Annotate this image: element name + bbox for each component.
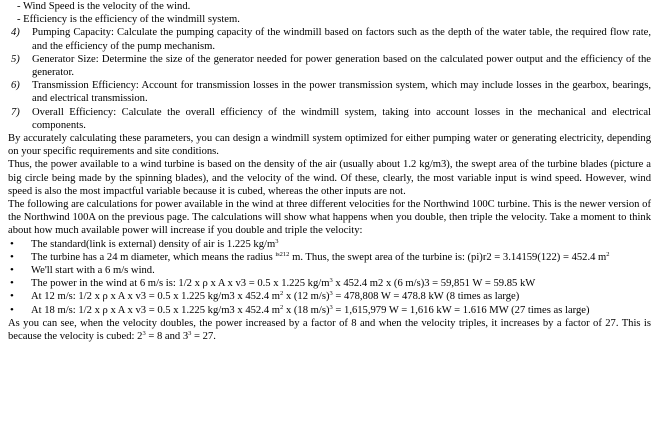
bullet-text: The turbine has a 24 m diameter, which means the radius $^{is212}$ m. Thus, the swept area of the turbine is: (pi)r2 = 3.14159(122) = 452.4 $m^2$ xyxy=(31,250,610,263)
numbered-item-pumping-capacity xyxy=(8,26,651,52)
bullet-icon: • xyxy=(10,264,14,277)
item-number: 4) xyxy=(11,27,20,39)
bullet-air-density xyxy=(8,238,651,251)
bullet-text: The power in the wind at 6 m/s is: 1/2 x ρ x A x v3 = 0.5 x 1.225 $kg/m^3$ x 452.4 m2 x (6 m/s)3 = 59,851 W = 59.85 kW xyxy=(31,277,536,290)
item-text: Transmission Efficiency: Account for transmission losses in the power transmission system, which may include losses in the gearbox, bearings, and electrical transmission. xyxy=(32,80,651,105)
paragraph-design-summary: By accurately calculating these parameters, you can design a windmill system optimized for either pumping water or generating electricity, depending on your specific requirements and site conditions. xyxy=(8,133,651,158)
bullet-turbine-diameter xyxy=(8,251,651,264)
bullet-icon: • xyxy=(10,277,14,290)
bullet-icon: • xyxy=(10,290,14,303)
dash-item-efficiency: - Efficiency is the efficiency of the windmill system. xyxy=(17,14,240,26)
item-number: 5) xyxy=(11,53,20,65)
bullet-power-12ms xyxy=(8,290,651,303)
bullet-icon: • xyxy=(10,303,14,316)
item-number: 6) xyxy=(11,80,20,92)
paragraph-conclusion: As you can see, when the velocity doubles, the power increased by a factor of 8 and when the velocity triples, it increases by a factor of 27. This is because the velocity is cubed: $2^3 = 8$ and $3^3 = 27$. xyxy=(8,317,651,343)
numbered-item-generator-size xyxy=(8,53,651,79)
paragraph-calculations-intro: The following are calculations for power available in the wind at three different velocities for the Northwind 100C turbine. This is the newer version of the Northwind 100A on the previous page. The calculations will show what happens when you double, then triple the velocity. Take a moment to think about how much available power will increase if you double and triple the velocity: xyxy=(8,199,651,237)
bullet-icon: • xyxy=(10,250,14,263)
bullet-text: The standard(link is external) density of air is 1.225 $kg/m^3$ xyxy=(31,237,279,250)
item-text: Generator Size: Determine the size of the generator needed for power generation based on the calculated power output and the efficiency of the generator. xyxy=(32,53,651,79)
paragraph-power-available: Thus, the power available to a wind turbine is based on the density of the air (usually about 1.2 kg/m3), the swept area of the turbine blades (picture a big circle being made by the spinning blades), and the velocity of the wind. Of these, clearly, the most variable input is wind speed. However, wind speed is also the most impactful variable because it is cubed, whereas the other inputs are not. xyxy=(8,159,651,197)
numbered-item-transmission-efficiency xyxy=(8,79,651,105)
bullet-text: At 12 m/s: 1/2 x ρ x A x v3 = 0.5 x 1.225 kg/m3 x 452.4 $m^2$ x (12 m/s)$^3$ = 478,808 W = 478.8 kW (8 times as large) xyxy=(31,290,520,303)
item-text: Pumping Capacity: Calculate the pumping capacity of the windmill based on factors such as the depth of the water table, the required flow rate, and the efficiency of the pump mechanism. xyxy=(32,27,651,52)
dash-item-wind-speed: - Wind Speed is the velocity of the wind. xyxy=(17,1,191,12)
bullet-icon: • xyxy=(10,237,14,250)
numbered-item-overall-efficiency xyxy=(8,106,651,132)
item-text: Overall Efficiency: Calculate the overall efficiency of the windmill system, taking into account losses in the mechanical and electrical components. xyxy=(32,106,651,131)
item-number: 7) xyxy=(11,106,20,118)
bullet-power-18ms xyxy=(8,304,651,317)
bullet-text: At 18 m/s: 1/2 x ρ x A x v3 = 0.5 x 1.225 kg/m3 x 452.4 $m^2$ x (18 m/s)$^3$ = 1,615,979 W = 1,616 kW = 1.616 MW (27 times as large) xyxy=(31,303,590,316)
bullet-power-6ms xyxy=(8,277,651,290)
bullet-wind-6ms xyxy=(8,264,651,277)
bullet-text: We'll start with a 6 m/s wind. xyxy=(31,265,155,277)
